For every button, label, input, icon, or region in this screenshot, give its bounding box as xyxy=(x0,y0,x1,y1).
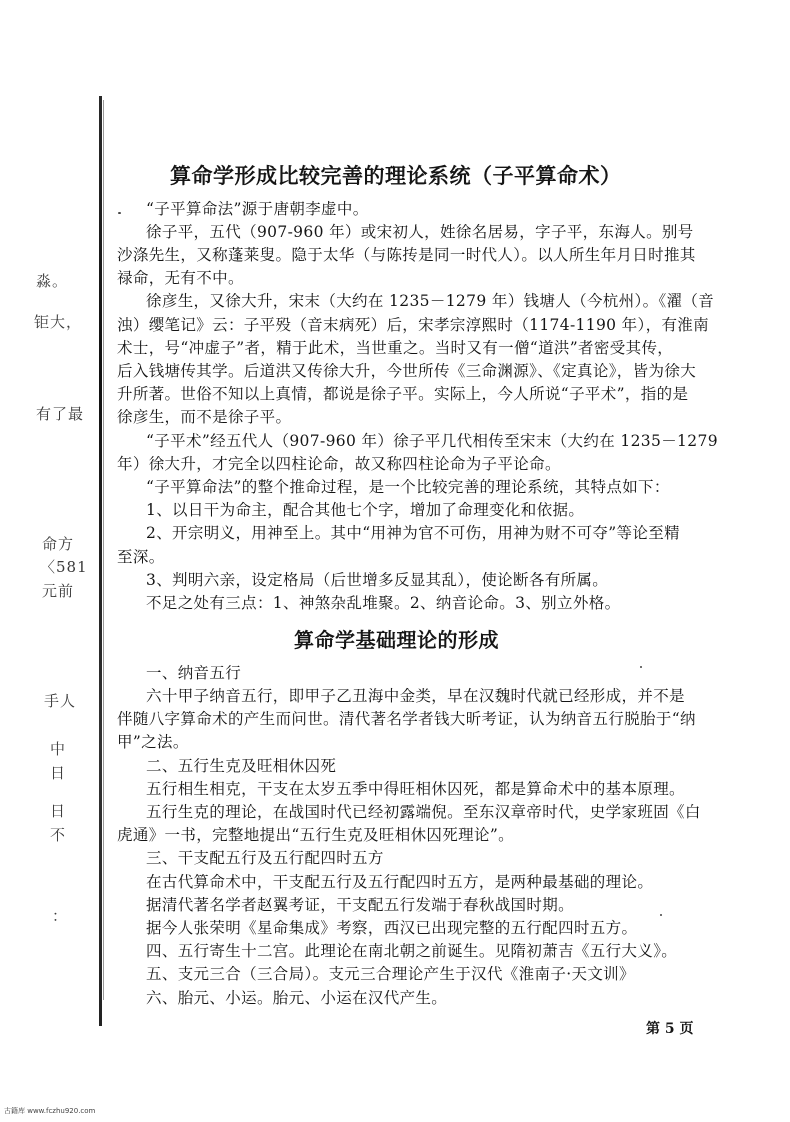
margin-fragment: 日 xyxy=(50,802,67,820)
paragraph-line: 禄命，无有不中。 xyxy=(117,269,244,287)
paragraph-line: 一、纳音五行 xyxy=(146,664,242,682)
margin-fragment: 有了最 xyxy=(36,405,85,423)
paragraph-line: 六十甲子纳音五行，即甲子乙丑海中金类，早在汉魏时代就已经形成，并不是 xyxy=(146,687,685,705)
paragraph-line: 四、五行寄生十二宫。此理论在南北朝之前诞生。见隋初萧吉《五行大义》。 xyxy=(146,942,678,960)
paragraph-line: 3、判明六亲，设定格局（后世增多反显其乱），使论断各有所属。 xyxy=(146,571,609,589)
paragraph-line: 据清代著名学者赵翼考证，干支配五行发端于春秋战国时期。 xyxy=(146,896,574,914)
paragraph-line: 年）徐大升，才完全以四柱论命，故又称四柱论命为子平论命。 xyxy=(117,455,561,473)
margin-fragment: 手人 xyxy=(44,692,77,710)
section-title: 算命学形成比较完善的理论系统（子平算命术） xyxy=(170,163,622,188)
paragraph-line: 不足之处有三点：1、神煞杂乱堆聚。2、纳音论命。3、别立外格。 xyxy=(146,594,621,612)
margin-fragment: 〈581 xyxy=(40,558,88,576)
binding-edge xyxy=(99,96,102,1026)
margin-fragment: 命方 xyxy=(42,535,75,553)
margin-fragment: 钜大， xyxy=(34,313,83,331)
paragraph-line: 徐彦生，而不是徐子平。 xyxy=(117,408,292,426)
paragraph-line: 1、以日干为命主，配合其他七个字，增加了命理变化和依据。 xyxy=(146,501,585,519)
paragraph-line: 据今人张荣明《星命集成》考察，西汉已出现完整的五行配四时五方。 xyxy=(146,919,638,937)
scan-speck xyxy=(640,666,642,668)
paragraph-line: 在古代算命术中，干支配五行及五行配四时五方，是两种最基础的理论。 xyxy=(146,873,654,891)
paragraph-line: 六、胎元、小运。胎元、小运在汉代产生。 xyxy=(146,989,448,1007)
paragraph-line: 五行相生相克，干支在太岁五季中得旺相休囚死，都是算命术中的基本原理。 xyxy=(146,780,685,798)
paragraph-line: 虎通》一书，完整地提出“五行生克及旺相休囚死理论”。 xyxy=(117,826,514,844)
paragraph-line: 后入钱塘传其学。后道洪又传徐大升，今世所传《三命渊源》、《定真论》，皆为徐大 xyxy=(117,362,697,380)
paragraph-line: 甲”之法。 xyxy=(117,733,189,751)
margin-fragment: 元前 xyxy=(42,582,75,600)
paragraph-line: 浊）缨笔记》云：子平殁（音末病死）后，宋孝宗淳熙时（1174-1190 年），有淮南 xyxy=(117,316,710,334)
binding-shadow xyxy=(103,100,104,1000)
paragraph-line: “子平术”经五代人（907-960 年）徐子平几代相传至宋末（大约在 1235－1279 xyxy=(146,432,718,450)
page-number: 第 5 页 xyxy=(646,1021,694,1037)
paragraph-line: 徐彦生，又徐大升，宋末（大约在 1235－1279 年）钱塘人（今杭州）。《濯（音 xyxy=(146,292,715,310)
paragraph-line: 徐子平，五代（907-960 年）或宋初人，姓徐名居易，字子平，东海人。别号 xyxy=(146,223,694,241)
paragraph-line: 至深。 xyxy=(117,548,165,566)
margin-fragment: 淼。 xyxy=(36,272,69,290)
paragraph-line: 2、开宗明义，用神至上。其中“用神为官不可伤，用神为财不可夺”等论至精 xyxy=(146,524,680,542)
scan-speck xyxy=(118,212,121,214)
section-title: 算命学基础理论的形成 xyxy=(294,628,499,652)
scan-speck xyxy=(660,914,662,916)
paragraph-line: 五行生克的理论，在战国时代已经初露端倪。至东汉章帝时代，史学家班固《白 xyxy=(146,803,701,821)
paragraph-line: 沙涤先生，又称蓬莱叟。隐于太华（与陈抟是同一时代人）。以人所生年月日时推其 xyxy=(117,246,696,264)
paragraph-line: 二、五行生克及旺相休囚死 xyxy=(146,757,337,775)
paragraph-line: “子平算命法”源于唐朝李虚中。 xyxy=(146,200,369,218)
margin-fragment: 不 xyxy=(50,826,67,844)
paragraph-line: 术士，号“冲虚子”者，精于此术，当世重之。当时又有一僧“道洪”者密受其传， xyxy=(117,339,674,357)
margin-fragment: 中 xyxy=(50,740,67,758)
paragraph-line: “子平算命法”的整个推命过程，是一个比较完善的理论系统，其特点如下： xyxy=(146,478,670,496)
paragraph-line: 三、干支配五行及五行配四时五方 xyxy=(146,849,384,867)
paragraph-line: 五、支元三合（三合局）。支元三合理论产生于汉代《淮南子·天文训》 xyxy=(146,965,635,983)
site-watermark: 古籍库 www.fczhu920.com xyxy=(4,1107,96,1115)
margin-fragment: ： xyxy=(52,907,69,925)
paragraph-line: 升所著。世俗不知以上真情，都说是徐子平。实际上，今人所说“子平术”，指的是 xyxy=(117,385,689,403)
paragraph-line: 伴随八字算命术的产生而问世。清代著名学者钱大昕考证，认为纳音五行脱胎于“纳 xyxy=(117,710,696,728)
margin-fragment: 日 xyxy=(50,764,67,782)
